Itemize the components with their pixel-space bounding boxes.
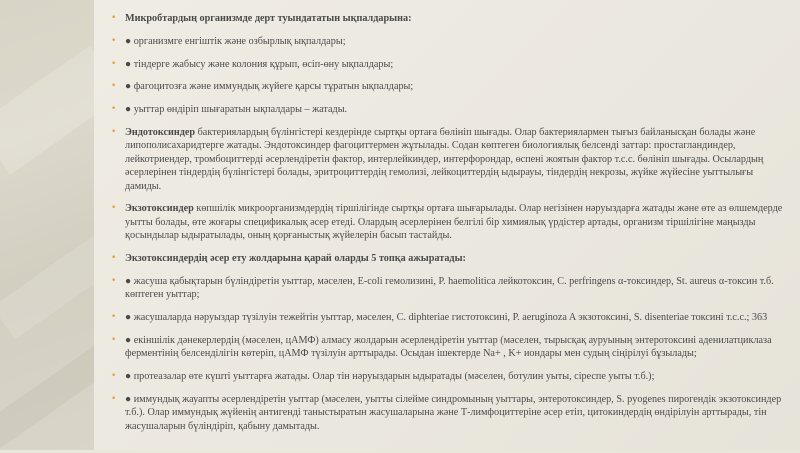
item-heading: Микробтардың организмде дерт туындататын ықпалдарына: <box>125 13 412 24</box>
list-item <box>111 12 787 25</box>
list-item <box>111 370 787 383</box>
bullet-icon: • <box>111 35 117 46</box>
bullet-icon: • <box>111 312 117 323</box>
bullet-icon: • <box>111 275 117 286</box>
item-text: ● уыттар өндіріп шығаратын ықпалдары – жатады. <box>125 104 348 116</box>
item-text: ● протеазалар өте күшті уыттарға жатады. Олар тін нәруыздарын ыдыратады (мәселен, ботулин уыты, сіреспе уыты т.б.); <box>125 371 655 383</box>
bullet-icon: • <box>111 334 117 345</box>
list-item <box>111 80 787 93</box>
item-text: ● фагоцитозға және иммундық жүйеге қарсы тұратын ықпалдары; <box>125 81 414 93</box>
item-text: ● тіндерге жабысу және колония құрып, өсіп-өну ықпалдары; <box>125 58 394 70</box>
bullet-list <box>111 12 787 442</box>
bullet-icon: • <box>111 81 117 92</box>
list-item <box>111 126 787 193</box>
list-item <box>111 275 787 302</box>
bullet-icon: • <box>111 393 117 404</box>
item-text: ● иммундық жауапты әсерлендіретін уыттар (мәселен, уытты сілейме синдромының уыттары, энтеротоксиндер, S. pyogenes пирогендік экзотоксиндер т.б.). Олар иммундық жүйенің антигенді таныстыратын жасушаларына және Т-лимфоциттеріне әсер етіп, цитокиндердің өндірілуін арттырады, тін жасушаларын бүліндіріп, қабыну дамытады. <box>125 393 782 432</box>
list-item <box>111 103 787 116</box>
bullet-icon: • <box>111 253 117 264</box>
item-text: ● жасуша қабықтарын бүліндіретін уыттар, мәселен, E-coli гемолизині, P. haemolitica лейкотоксин, C. perfringens α-токсиндер, St. aureus α-токсин т.б. көптеген уыттар; <box>125 275 774 301</box>
bullet-icon: • <box>111 13 117 23</box>
list-item <box>111 311 787 324</box>
list-item <box>111 393 787 433</box>
item-heading: Экзотоксиндердің әсер ету жолдарына қарай оларды 5 топқа ажыратады: <box>125 253 466 265</box>
bullet-icon: • <box>111 126 117 137</box>
item-heading: Экзотоксиндер <box>125 203 194 215</box>
bullet-icon: • <box>111 104 117 115</box>
list-item <box>111 58 787 71</box>
bullet-icon: • <box>111 58 117 69</box>
item-heading: Эндотоксиндер <box>125 126 196 138</box>
list-item <box>111 252 787 265</box>
item-text: ● организмге енгіштік және озбырлық ықпалдары; <box>125 35 346 47</box>
item-text: көпшілік микроорганизмдердің тіршілігінде сыртқы ортаға шығарылады. Олар негізінен нәруыздарға жатады және өте аз өлшемдерде уытты болады, өте жоғары спецификалық әсер етеді. Олардың әсерлерінен белгілі бір химиялық үрдістер артады, организм тіршілігіне маңызды қосындылар ыдыратылады, оның қорғаныстық жүйелерін басып тастайды. <box>125 203 783 242</box>
list-item <box>111 334 787 361</box>
item-text: ● екіншілік дәнекерлердің (мәселен, цАМФ) алмасу жолдарын әсерлендіретін уыттар (мәселен, тырысқақ ауруының энтеротоксині аденилатциклаза ферментінің белсенділігін көтеріп, цАМФ түзілуін арттырады. Осыдан ішектерде Na+ , K+ иондары мен судың сіңірілуі бұзылады; <box>125 334 772 360</box>
item-text: ● жасушаларда нәруыздар түзілуін тежейтін уыттар, мәселен, C. diphteriae гистотоксині, P. aeruginoza A экзотоксині, S. disenteriae токсині т.с.с.; 363 <box>125 312 768 324</box>
slide-content <box>94 0 800 450</box>
list-item <box>111 35 787 48</box>
item-text: бактериялардың бүлінгістері кездерінде сыртқы ортаға бөлініп шығады. Олар бактериялармен тығыз байланысқан болады және липополисахаридтерге жатады. Эндотоксиндер фагоциттермен жұтылады. Содан көптеген биологиялық белсенді заттар: простагландиндер, лейкотриендер, тромбоциттерді әсерлендіретін фактор, интерлейкиндер, интерфорондар, өспені жоятын фактор т.с.с. бөлініп шығады. Осылардың әсерлерінен тіндердің бүлінгістері болады, эритроциттердің гемолизі, лейкоциттердің ыдырауы, тіндердің некрозы, жүйке жүйесіне уыттылығы дамиды. <box>125 126 764 192</box>
bullet-icon: • <box>111 203 117 214</box>
decorative-side-panel <box>0 0 94 450</box>
bullet-icon: • <box>111 371 117 382</box>
list-item <box>111 202 787 242</box>
